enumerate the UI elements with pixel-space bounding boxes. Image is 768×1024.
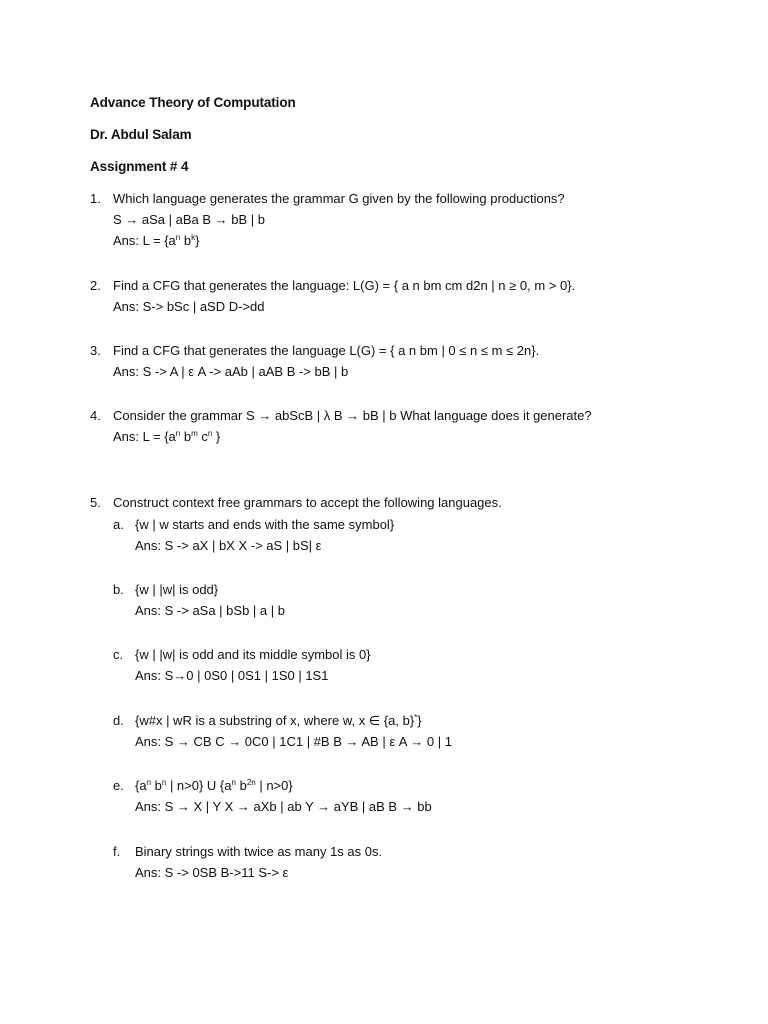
course-title: Advance Theory of Computation	[90, 95, 296, 110]
answer-text: Ans: S -> aSa | bSb | a | b	[135, 603, 285, 618]
answer-text: Ans: $L = \{a^n$ $b^k$}	[113, 233, 200, 248]
subpart-f	[113, 841, 713, 883]
subpart-letter: f.	[113, 844, 121, 859]
question-5	[90, 492, 730, 513]
subpart-question: {w#x | wR is a substring of x, where w, x ∈ {a, b}*}	[135, 713, 422, 728]
subpart-question: {$a^n$ $b^n$ | n>0} U {$a^n$ $b^{2n}$ | n>0}	[135, 778, 293, 793]
question-text: Which language generates the grammar G given by the following productions?	[113, 191, 565, 206]
subpart-letter: e.	[113, 778, 124, 793]
subpart-letter: c.	[113, 647, 124, 662]
subpart-a	[113, 514, 713, 556]
question-text: Consider the grammar S → abScB | λ B → bB | b What language does it generate?	[113, 408, 592, 423]
question-3	[90, 340, 730, 382]
subpart-b	[113, 579, 713, 621]
answer-text: Ans: $L = \{a^n$ $b^m$ $c^n$ }	[113, 429, 221, 444]
answer-text: Ans: S-> bSc | aSD D->dd	[113, 299, 265, 314]
production-rule: S → aSa | aBa B → bB | b	[113, 212, 265, 227]
question-4	[90, 405, 730, 447]
subpart-letter: d.	[113, 713, 124, 728]
answer-text: Ans: S -> A | ε A -> aAb | aAB B -> bB | b	[113, 364, 349, 379]
question-2	[90, 275, 730, 317]
question-number: 2.	[90, 278, 101, 293]
answer-text: Ans: S -> aX | bX X -> aS | bS| ε	[135, 538, 322, 553]
subpart-question: Binary strings with twice as many 1s as 0s.	[135, 844, 383, 859]
question-number: 3.	[90, 343, 101, 358]
instructor-name: Dr. Abdul Salam	[90, 127, 192, 142]
subpart-c	[113, 644, 713, 686]
answer-text: Ans: S → X | Y X → aXb | ab Y → aYB | aB B → bb	[135, 799, 432, 814]
subpart-question: {w | w starts and ends with the same symbol}	[135, 517, 395, 532]
subpart-question: {w | |w| is odd}	[135, 582, 219, 597]
question-text: Find a CFG that generates the language L(G) = { a n bm | 0 ≤ n ≤ m ≤ 2n}.	[113, 343, 540, 358]
question-text: Find a CFG that generates the language: L(G) = { a n bm cm d2n | n ≥ 0, m > 0}.	[113, 278, 576, 293]
subpart-d	[113, 710, 713, 752]
assignment-title: Assignment # 4	[90, 159, 189, 174]
answer-text: Ans: S -> 0SB B->11 S-> ε	[135, 865, 289, 880]
question-1	[90, 188, 730, 251]
question-text: Construct context free grammars to accept the following languages.	[113, 495, 502, 510]
answer-text: Ans: S→0 | 0S0 | 0S1 | 1S0 | 1S1	[135, 668, 329, 683]
subpart-letter: b.	[113, 582, 124, 597]
subpart-letter: a.	[113, 517, 124, 532]
question-number: 1.	[90, 191, 101, 206]
question-number: 4.	[90, 408, 101, 423]
subpart-e	[113, 775, 713, 817]
question-number: 5.	[90, 495, 101, 510]
answer-text: Ans: S → CB C → 0C0 | 1C1 | #B B → AB | ε A → 0 | 1	[135, 734, 452, 749]
subpart-question: {w | |w| is odd and its middle symbol is 0}	[135, 647, 371, 662]
